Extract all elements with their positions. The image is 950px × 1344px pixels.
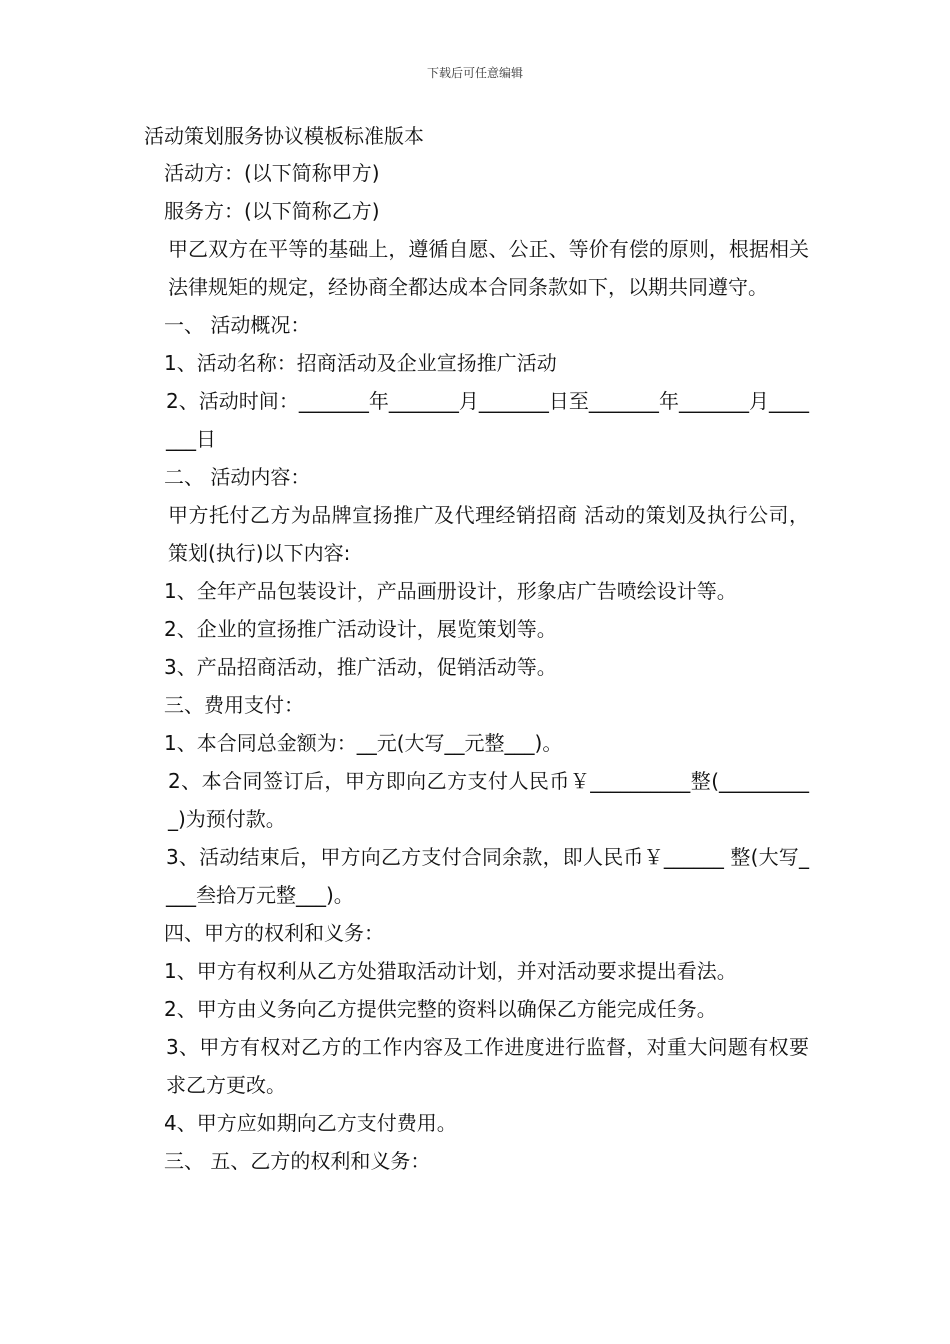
document-body — [144, 118, 809, 1180]
clause-activity-time: 2、活动时间：_______年_______月_______日至_______年_______月_______日 — [166, 389, 809, 451]
party-a-clause-3: 3、甲方有权对乙方的工作内容及工作进度进行监督，对重大问题有权要求乙方更改。 — [166, 1035, 809, 1097]
section-heading-party-b-rights: 三、 五、乙方的权利和义务： — [164, 1149, 431, 1173]
party-a-clause-4: 4、甲方应如期向乙方支付费用。 — [164, 1111, 457, 1135]
section-heading-content: 二、 活动内容： — [164, 465, 311, 489]
party-a-line: 活动方：(以下简称甲方) — [164, 161, 380, 185]
payment-clause-3: 3、活动结束后，甲方向乙方支付合同余款，即人民币￥______ 整(大写____叁拾万元整___)。 — [166, 845, 809, 907]
party-a-clause-2: 2、甲方由义务向乙方提供完整的资料以确保乙方能完成任务。 — [164, 997, 717, 1021]
content-item-2: 2、企业的宣扬推广活动设计，展览策划等。 — [164, 617, 557, 641]
payment-clause-1: 1、本合同总金额为：__元(大写__元整___)。 — [164, 731, 563, 755]
party-a-clause-1: 1、甲方有权利从乙方处猎取活动计划，并对活动要求提出看法。 — [164, 959, 737, 983]
payment-clause-2: 2、本合同签订后，甲方即向乙方支付人民币￥__________整(__________)为预付款。 — [168, 769, 809, 831]
clause-activity-name: 1、活动名称：招商活动及企业宣扬推广活动 — [164, 351, 557, 375]
party-b-line: 服务方：(以下简称乙方) — [164, 199, 380, 223]
content-intro-paragraph: 甲方托付乙方为品牌宣扬推广及代理经销招商 活动的策划及执行公司，策划(执行)以下内容: — [168, 503, 809, 565]
document-title: 活动策划服务协议模板标准版本 — [144, 124, 424, 148]
preamble-paragraph: 甲乙双方在平等的基础上，遵循自愿、公正、等价有偿的原则，根据相关法律规矩的规定，经协商全都达成本合同条款如下，以期共同遵守。 — [168, 237, 809, 299]
page-header-note: 下载后可任意编辑 — [426, 66, 523, 80]
content-item-3: 3、产品招商活动，推广活动，促销活动等。 — [164, 655, 557, 679]
section-heading-party-a-rights: 四、甲方的权利和义务： — [164, 921, 384, 945]
content-item-1: 1、全年产品包装设计，产品画册设计，形象店广告喷绘设计等。 — [164, 579, 737, 603]
section-heading-payment: 三、费用支付： — [164, 693, 304, 717]
section-heading-overview: 一、 活动概况： — [164, 313, 311, 337]
